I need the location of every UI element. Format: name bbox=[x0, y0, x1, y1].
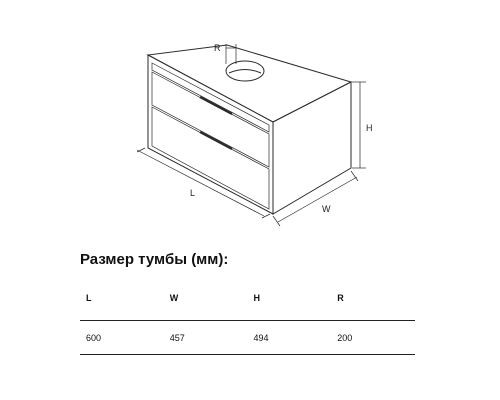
radius-label: R bbox=[214, 43, 221, 53]
dimensions-table bbox=[80, 276, 415, 355]
column-header-width: W bbox=[164, 276, 248, 321]
value-radius: 200 bbox=[331, 321, 415, 355]
spec-title: Размер тумбы (мм): bbox=[80, 251, 229, 268]
value-length: 600 bbox=[80, 321, 164, 355]
table-header-row bbox=[80, 276, 415, 321]
value-height: 494 bbox=[248, 321, 332, 355]
column-header-radius: R bbox=[331, 276, 415, 321]
height-label: H bbox=[366, 123, 373, 133]
length-label: L bbox=[190, 188, 196, 198]
width-extension-front bbox=[273, 216, 280, 226]
column-header-length: L bbox=[80, 276, 164, 321]
table-row bbox=[80, 321, 415, 355]
column-header-height: H bbox=[248, 276, 332, 321]
value-width: 457 bbox=[164, 321, 248, 355]
length-extension-left bbox=[137, 148, 145, 152]
width-label: W bbox=[322, 204, 331, 214]
length-extension-right bbox=[262, 214, 270, 218]
